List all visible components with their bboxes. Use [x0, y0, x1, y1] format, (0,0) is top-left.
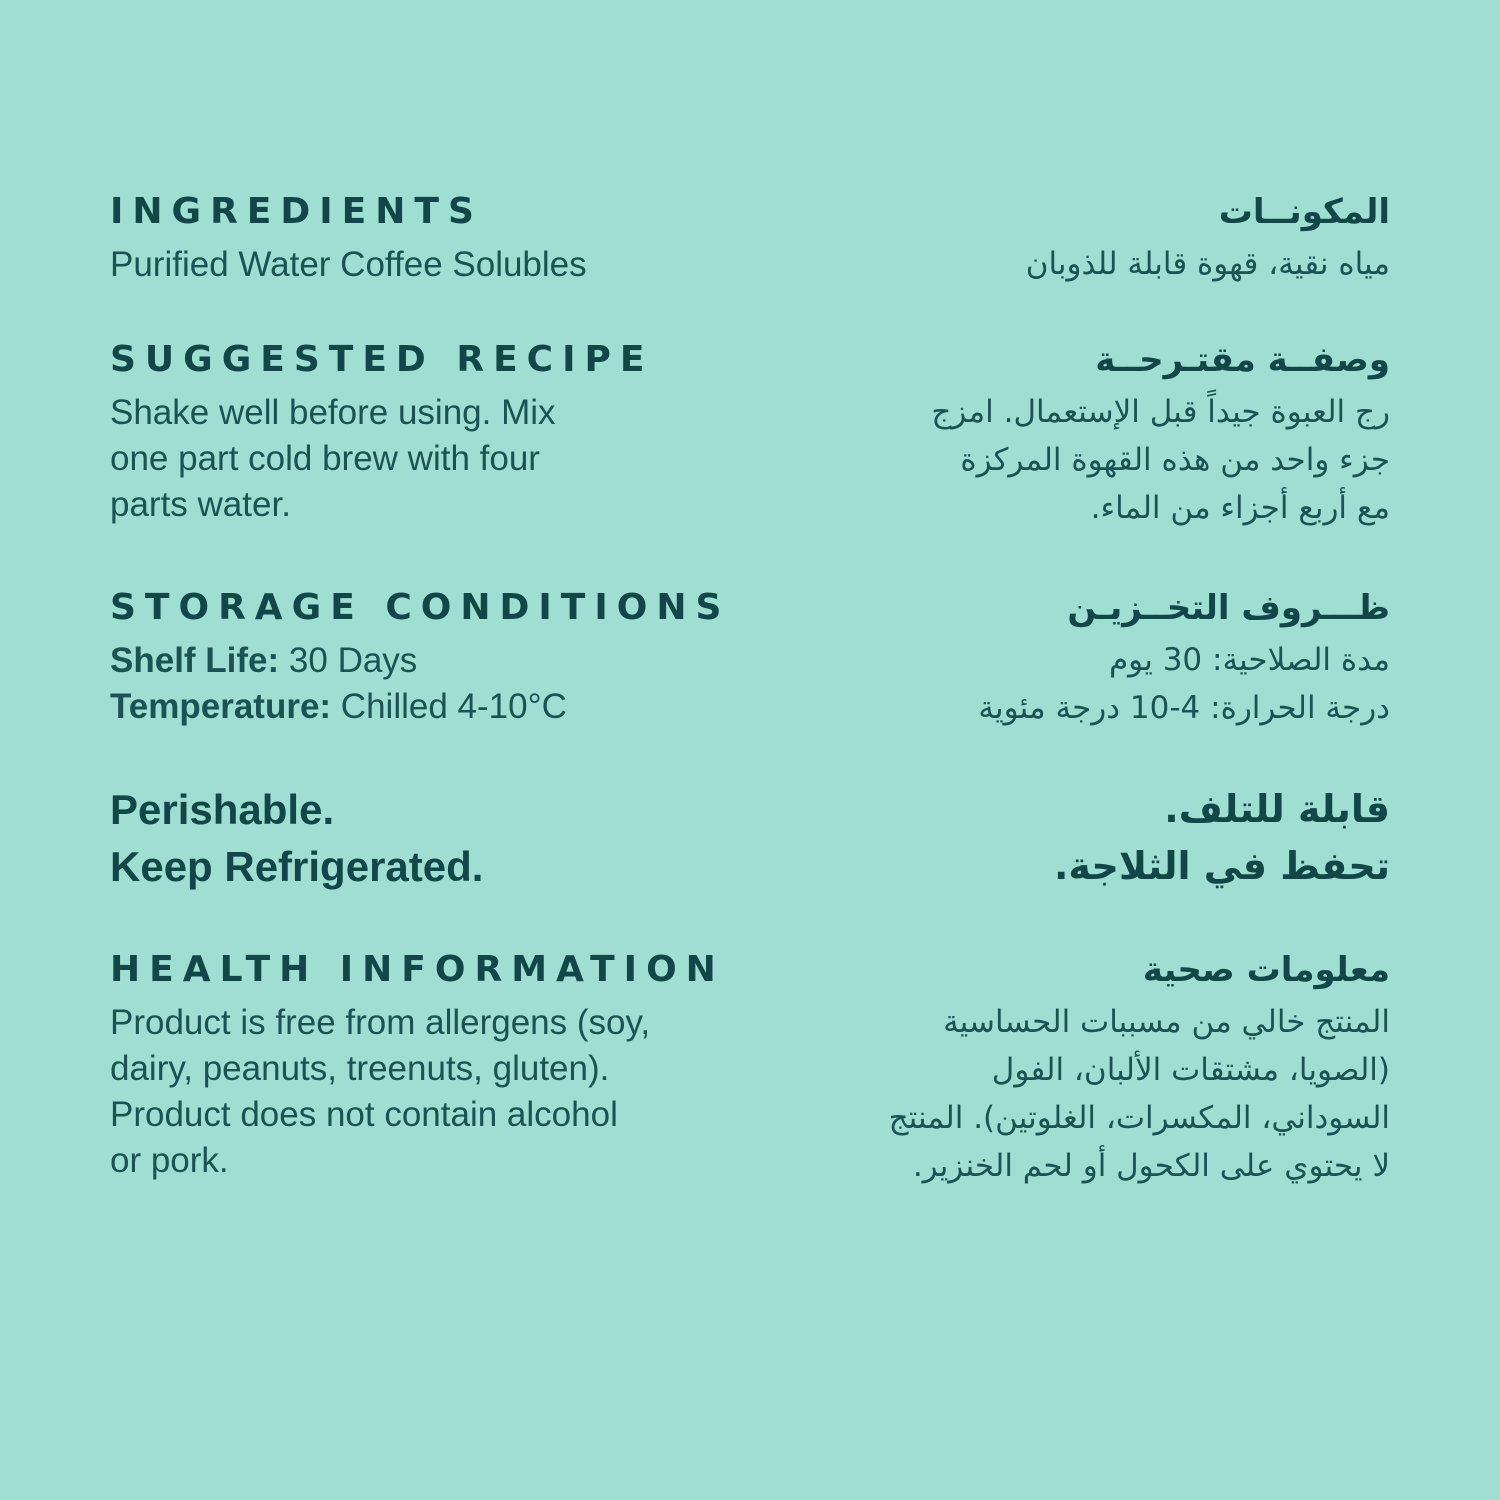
health-heading-en: HEALTH INFORMATION [110, 949, 725, 990]
temperature-value: Chilled 4-10°C [331, 687, 567, 726]
storage-text-en [110, 638, 750, 730]
ingredients-text-ar [750, 240, 1390, 288]
recipe-line-ar: مع أربع أجزاء من الماء. [1090, 490, 1390, 526]
storage-section-ar [750, 588, 1390, 732]
health-text-ar [750, 998, 1390, 1190]
recipe-heading-ar: وصفــة مقتـرحــة [1095, 340, 1390, 380]
shelf-life-label: Shelf Life: [110, 641, 280, 680]
ingredients-heading-en: INGREDIENTS [110, 191, 483, 232]
temperature-line-ar: درجة الحرارة: 4-10 درجة مئوية [978, 690, 1390, 726]
health-line-ar: السوداني، المكسرات، الغلوتين). المنتج [888, 1100, 1390, 1136]
health-text-en [110, 1000, 750, 1184]
perishable-notice-ar [750, 781, 1390, 895]
recipe-line-en: Shake well before using. Mix [110, 393, 556, 432]
recipe-line-ar: جزء واحد من هذه القهوة المركزة [960, 442, 1390, 478]
storage-section-en [110, 588, 750, 730]
health-line-ar: المنتج خالي من مسببات الحساسية [943, 1004, 1390, 1040]
recipe-line-ar: رج العبوة جيداً قبل الإستعمال. امزج [931, 394, 1390, 430]
storage-text-ar [750, 636, 1390, 732]
refrigerate-line-ar: تحفظ في الثلاجة. [1053, 844, 1390, 888]
recipe-line-en: one part cold brew with four [110, 439, 540, 478]
health-line-en: or pork. [110, 1141, 229, 1180]
shelf-life-value: 30 Days [279, 641, 418, 680]
health-line-en: dairy, peanuts, treenuts, gluten). [110, 1049, 610, 1088]
storage-heading-ar: ظـــروف التخــزيـن [1067, 588, 1390, 628]
ingredients-line-en: Purified Water Coffee Solubles [110, 245, 587, 284]
recipe-text-ar [750, 388, 1390, 532]
ingredients-section-ar [750, 192, 1390, 288]
recipe-text-en [110, 390, 750, 528]
temperature-label: Temperature: [110, 687, 332, 726]
perishable-section-ar [750, 781, 1390, 895]
recipe-line-en: parts water. [110, 485, 291, 524]
temperature-row [110, 684, 750, 730]
perishable-notice-en [110, 781, 750, 895]
recipe-heading-en: SUGGESTED RECIPE [110, 339, 654, 380]
health-line-ar: (الصويا، مشتقات الألبان، الفول [991, 1052, 1390, 1088]
health-section-ar [750, 950, 1390, 1190]
recipe-section-ar [750, 340, 1390, 532]
health-line-en: Product is free from allergens (soy, [110, 1003, 651, 1042]
ingredients-text-en [110, 242, 750, 288]
perishable-section-en [110, 781, 750, 895]
arabic-column [750, 0, 1390, 1500]
health-line-en: Product does not contain alcohol [110, 1095, 618, 1134]
ingredients-line-ar: مياه نقية، قهوة قابلة للذوبان [1025, 246, 1390, 282]
recipe-section-en [110, 340, 750, 528]
health-section-en [110, 950, 750, 1184]
ingredients-section-en [110, 192, 750, 288]
perishable-line-en: Perishable. [110, 786, 335, 833]
ingredients-heading-ar: المكونــات [1218, 192, 1390, 232]
health-line-ar: لا يحتوي على الكحول أو لحم الخنزير. [912, 1148, 1390, 1184]
english-column [110, 0, 750, 1500]
refrigerate-line-en: Keep Refrigerated. [110, 843, 484, 890]
shelf-life-line-ar: مدة الصلاحية: 30 يوم [1108, 642, 1390, 678]
health-heading-ar: معلومات صحية [1142, 950, 1390, 990]
perishable-line-ar: قابلة للتلف. [1164, 787, 1390, 831]
shelf-life-row [110, 638, 750, 684]
storage-heading-en: STORAGE CONDITIONS [110, 587, 731, 628]
